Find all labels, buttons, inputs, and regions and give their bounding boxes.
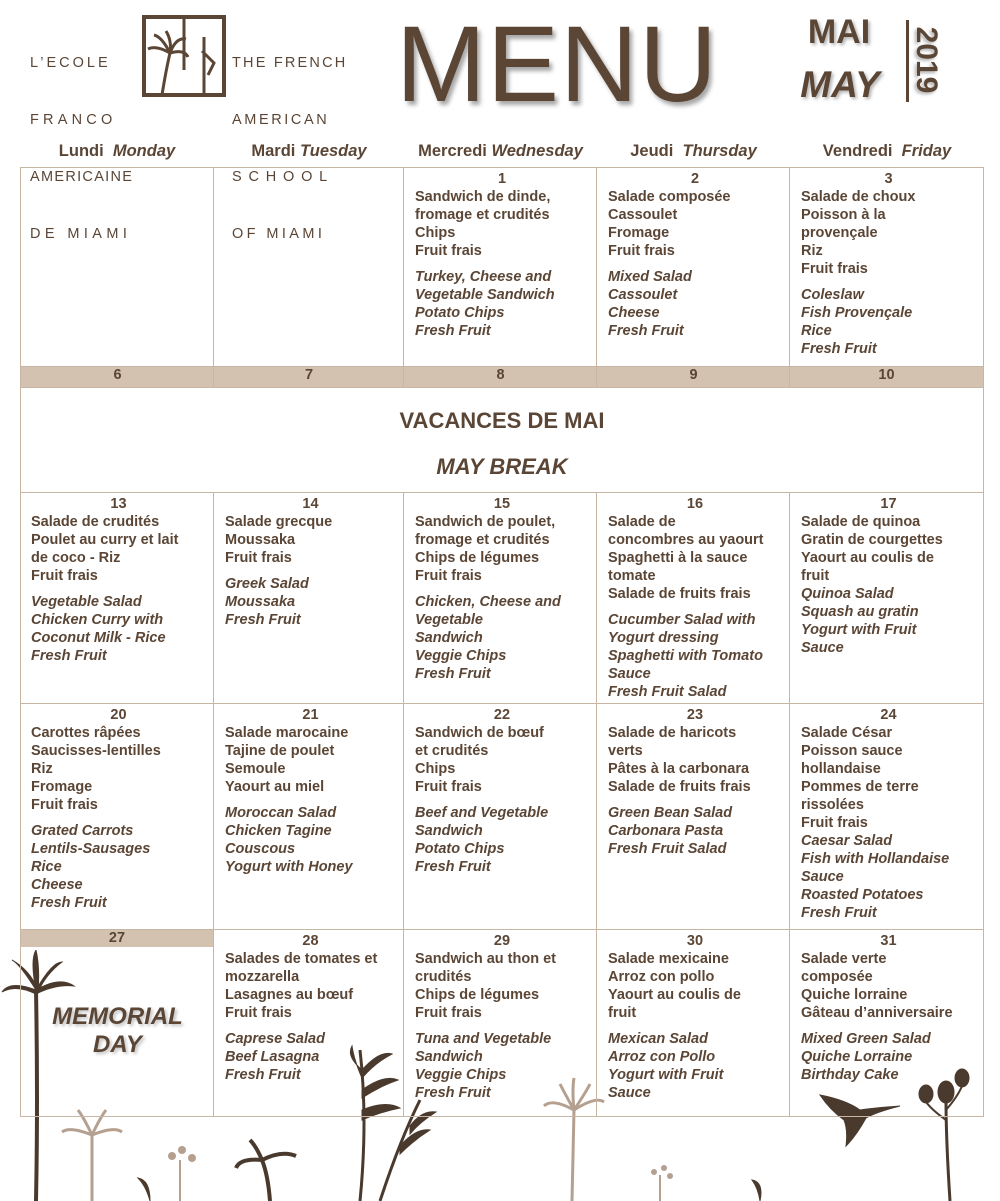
french-menu — [225, 724, 396, 796]
menu-item-fr: fruit — [608, 1005, 637, 1021]
menu-item-fr: Sandwich au thon et — [415, 951, 556, 967]
menu-item-fr: hollandaise — [801, 761, 881, 777]
menu-day-cell — [404, 493, 597, 703]
menu-item-en: Sandwich — [415, 630, 483, 646]
year-label: 2019 — [910, 26, 943, 94]
date-number: 9 — [689, 367, 698, 383]
menu-item-fr: concombres au yaourt — [608, 532, 764, 548]
column-divider — [213, 366, 214, 387]
date-number: 29 — [493, 933, 511, 949]
menu-item-en: Carbonara Pasta — [608, 823, 724, 839]
menu-item-fr: Fromage — [31, 779, 93, 795]
french-menu — [415, 950, 589, 1022]
menu-item-fr: Salade de quinoa — [801, 514, 921, 530]
menu-item-fr: provençale — [801, 225, 878, 241]
menu-item-fr: Pâtes à la carbonara — [608, 761, 750, 777]
memorial-line: MEMORIAL — [52, 1003, 183, 1030]
date-number: 23 — [686, 707, 704, 723]
menu-item-en: Moroccan Salad — [225, 805, 337, 821]
column-divider — [596, 366, 597, 387]
menu-item-en: Fresh Fruit — [31, 648, 107, 664]
menu-item-en: Mixed Green Salad — [801, 1031, 931, 1047]
french-menu — [608, 724, 782, 796]
menu-item-fr: Riz — [801, 243, 823, 259]
french-menu — [608, 950, 782, 1022]
menu-item-fr: Salade de fruits frais — [608, 586, 751, 602]
menu-item-fr: Salade César — [801, 725, 893, 741]
date-number: 13 — [110, 496, 127, 512]
french-menu — [801, 950, 976, 1022]
menu-item-en: Mixed Salad — [608, 269, 692, 285]
menu-item-fr: Arroz con pollo — [608, 969, 715, 985]
english-menu — [31, 822, 206, 912]
english-menu — [415, 593, 589, 683]
menu-day-cell — [404, 930, 597, 1117]
menu-item-en: Chicken Tagine — [225, 823, 332, 839]
menu-item-en: Sauce — [608, 1085, 651, 1101]
menu-item-en: Birthday Cake — [801, 1067, 899, 1083]
menu-item-en: Couscous — [225, 841, 296, 857]
menu-item-fr: Salade composée — [608, 189, 731, 205]
french-menu — [801, 513, 976, 585]
english-menu — [225, 804, 396, 876]
english-menu — [608, 268, 782, 340]
menu-item-en: Vegetable Sandwich — [415, 287, 555, 303]
menu-item-en: Quinoa Salad — [801, 586, 894, 602]
menu-item-fr: Salade mexicaine — [608, 951, 729, 967]
menu-item-fr: Poisson à la — [801, 207, 886, 223]
menu-item-en: Sandwich — [415, 823, 483, 839]
menu-item-en: Green Bean Salad — [608, 805, 733, 821]
menu-item-en: Sauce — [801, 869, 844, 885]
weekday-header-thursday — [597, 142, 790, 164]
menu-item-fr: Gratin de courgettes — [801, 532, 943, 548]
menu-item-fr: Tajine de poulet — [225, 743, 335, 759]
menu-item-en: Spaghetti with Tomato — [608, 648, 763, 664]
menu-day-cell — [597, 168, 790, 366]
menu-item-fr: Salade de crudités — [31, 514, 160, 530]
school-fr-line: L’ECOLE — [30, 55, 111, 71]
menu-item-en: Greek Salad — [225, 576, 309, 592]
english-menu — [801, 585, 976, 657]
weekday-en: Friday — [901, 142, 952, 160]
menu-item-en: Fish with Hollandaise — [801, 851, 950, 867]
menu-item-en: Moussaka — [225, 594, 296, 610]
weekday-fr: Mercredi — [418, 142, 487, 160]
english-menu — [608, 1030, 782, 1102]
weekday-en: Thursday — [682, 142, 757, 160]
menu-item-fr: crudités — [415, 969, 472, 985]
menu-item-fr: fromage et crudités — [415, 532, 550, 548]
french-menu — [608, 513, 782, 603]
date-number: 30 — [686, 933, 704, 949]
menu-day-cell — [597, 930, 790, 1117]
date-number: 24 — [880, 707, 897, 723]
menu-item-en: Grated Carrots — [31, 823, 134, 839]
menu-item-fr: Fruit frais — [31, 797, 98, 813]
english-menu — [801, 286, 976, 358]
month-english: MAY — [800, 64, 880, 105]
menu-item-en: Potato Chips — [415, 841, 505, 857]
menu-item-en: Rice — [31, 859, 62, 875]
menu-item-fr: Salade de fruits frais — [608, 779, 751, 795]
english-menu — [225, 1030, 396, 1084]
menu-item-en: Caprese Salad — [225, 1031, 325, 1047]
menu-item-fr: Fruit frais — [608, 243, 675, 259]
french-menu — [415, 724, 589, 796]
menu-item-en: Cucumber Salad with — [608, 612, 756, 628]
menu-day-cell — [214, 930, 404, 1117]
menu-item-fr: Salade de — [608, 514, 676, 530]
menu-item-en: Vegetable — [415, 612, 483, 628]
break-week-date-bar — [21, 366, 983, 387]
school-fr-line: AMERICAINE — [30, 169, 134, 185]
english-menu — [801, 832, 976, 922]
menu-item-fr: Salade marocaine — [225, 725, 349, 741]
date-number: 15 — [493, 496, 511, 512]
menu-item-en: Rice — [801, 323, 832, 339]
english-menu — [415, 268, 589, 340]
menu-item-fr: Fruit frais — [415, 243, 482, 259]
menu-item-fr: Fruit frais — [415, 779, 482, 795]
menu-item-en: Fresh Fruit — [415, 1085, 491, 1101]
menu-item-fr: Chips de légumes — [415, 987, 540, 1003]
break-title-english: MAY BREAK — [436, 454, 568, 479]
menu-item-en: Fresh Fruit — [415, 666, 491, 682]
menu-item-en: Yogurt with Fruit — [608, 1067, 724, 1083]
menu-item-en: Fresh Fruit — [31, 895, 107, 911]
menu-item-fr: verts — [608, 743, 643, 759]
menu-item-fr: Carottes râpées — [31, 725, 141, 741]
menu-item-en: Turkey, Cheese and — [415, 269, 552, 285]
menu-item-en: Fish Provençale — [801, 305, 913, 321]
menu-item-fr: Sandwich de bœuf — [415, 725, 544, 741]
menu-item-en: Lentils-Sausages — [31, 841, 151, 857]
menu-item-en: Chicken Curry with — [31, 612, 164, 628]
menu-item-en: Fresh Fruit — [608, 323, 684, 339]
english-menu — [801, 1030, 976, 1084]
menu-day-cell — [214, 493, 404, 703]
weekday-en: Tuesday — [299, 142, 367, 160]
weekday-en: Wednesday — [491, 142, 583, 160]
menu-item-en: Fresh Fruit — [415, 323, 491, 339]
menu-item-fr: Poisson sauce — [801, 743, 903, 759]
french-menu — [415, 188, 589, 260]
menu-item-fr: Sandwich de dinde, — [415, 189, 551, 205]
menu-item-en: Fresh Fruit — [801, 905, 877, 921]
menu-item-en: Fresh Fruit — [801, 341, 877, 357]
menu-item-en: Chicken, Cheese and — [415, 594, 561, 610]
menu-item-en: Arroz con Pollo — [608, 1049, 716, 1065]
menu-item-fr: Fruit frais — [415, 568, 482, 584]
menu-item-en: Cassoulet — [608, 287, 678, 303]
school-en-line: THE FRENCH — [232, 55, 348, 71]
date-number: 22 — [493, 707, 511, 723]
menu-day-cell — [214, 704, 404, 929]
date-number: 3 — [884, 171, 893, 187]
date-number: 7 — [304, 367, 314, 383]
weekday-fr: Mardi — [251, 142, 296, 160]
menu-item-en: Tuna and Vegetable — [415, 1031, 552, 1047]
menu-item-fr: Yaourt au coulis de — [608, 987, 741, 1003]
english-menu — [415, 1030, 589, 1102]
menu-item-en: Squash au gratin — [801, 604, 919, 620]
menu-item-en: Fresh Fruit Salad — [608, 684, 727, 700]
french-menu — [225, 513, 396, 567]
menu-item-fr: Quiche lorraine — [801, 987, 908, 1003]
menu-item-fr: Fruit frais — [415, 1005, 482, 1021]
menu-item-fr: Sandwich de poulet, — [415, 514, 556, 530]
weekday-fr: Lundi — [58, 142, 104, 160]
menu-day-cell — [790, 168, 984, 366]
break-title-french: VACANCES DE MAI — [399, 408, 605, 433]
school-logo-icon — [142, 15, 226, 97]
menu-item-fr: Riz — [31, 761, 53, 777]
english-menu — [608, 611, 782, 701]
french-menu — [225, 950, 396, 1022]
menu-item-en: Beef and Vegetable — [415, 805, 549, 821]
menu-day-cell — [20, 704, 214, 929]
menu-item-fr: Yaourt au miel — [225, 779, 325, 795]
menu-item-fr: mozzarella — [225, 969, 300, 985]
date-number: 20 — [110, 707, 127, 723]
french-menu — [801, 724, 976, 832]
menu-item-en: Sandwich — [415, 1049, 483, 1065]
menu-day-cell — [597, 704, 790, 929]
date-number: 10 — [878, 367, 895, 383]
row-divider — [20, 366, 984, 367]
menu-item-fr: Fruit frais — [31, 568, 98, 584]
memorial-line: DAY — [93, 1031, 142, 1058]
memorial-day-label — [40, 1003, 195, 1059]
menu-item-fr: Fruit frais — [225, 550, 292, 566]
french-menu — [608, 188, 782, 260]
menu-item-en: Sauce — [801, 640, 844, 656]
french-menu — [801, 188, 976, 278]
date-number: 6 — [113, 367, 122, 383]
french-menu — [415, 513, 589, 585]
menu-day-cell — [404, 168, 597, 366]
school-fr-line: DE MIAMI — [30, 226, 132, 242]
menu-item-en: Veggie Chips — [415, 1067, 507, 1083]
menu-item-fr: Chips — [415, 761, 456, 777]
english-menu — [31, 593, 206, 665]
weekday-fr: Jeudi — [630, 142, 674, 160]
menu-item-fr: de coco - Riz — [31, 550, 121, 566]
menu-item-en: Cheese — [31, 877, 83, 893]
menu-item-fr: Saucisses-lentilles — [31, 743, 161, 759]
weekday-en: Monday — [112, 142, 176, 160]
menu-item-fr: rissolées — [801, 797, 864, 813]
english-menu — [415, 804, 589, 876]
menu-item-fr: Fromage — [608, 225, 670, 241]
menu-day-cell — [214, 168, 404, 366]
date-number: 28 — [302, 933, 319, 949]
menu-item-en: Beef Lasagna — [225, 1049, 320, 1065]
school-en-line: OF MIAMI — [232, 226, 326, 242]
date-number: 21 — [302, 707, 319, 723]
menu-item-en: Coconut Milk - Rice — [31, 630, 166, 646]
menu-day-cell — [404, 704, 597, 929]
column-divider — [789, 366, 790, 387]
weekday-header-friday — [790, 142, 984, 164]
menu-item-fr: Cassoulet — [608, 207, 678, 223]
menu-item-fr: Salade grecque — [225, 514, 333, 530]
menu-item-fr: Spaghetti à la sauce — [608, 550, 748, 566]
menu-item-fr: Salade de choux — [801, 189, 916, 205]
menu-item-en: Quiche Lorraine — [801, 1049, 913, 1065]
french-menu — [31, 724, 206, 814]
menu-item-en: Yogurt dressing — [608, 630, 719, 646]
school-en-line: AMERICAN — [232, 112, 330, 128]
menu-item-fr: Poulet au curry et lait — [31, 532, 179, 548]
menu-item-fr: Fruit frais — [801, 815, 868, 831]
french-menu — [31, 513, 206, 585]
date-number: 8 — [496, 367, 505, 383]
menu-item-en: Sauce — [608, 666, 651, 682]
weekday-fr: Vendredi — [822, 142, 893, 160]
menu-item-en: Yogurt with Honey — [225, 859, 353, 875]
menu-item-fr: fruit — [801, 568, 830, 584]
menu-item-en: Yogurt with Fruit — [801, 622, 917, 638]
weekday-header-wednesday — [404, 142, 597, 164]
page-title: MENU — [396, 3, 718, 124]
date-number: 31 — [880, 933, 897, 949]
menu-item-en: Coleslaw — [801, 287, 864, 303]
english-menu — [225, 575, 396, 629]
menu-item-fr: Semoule — [225, 761, 286, 777]
menu-item-fr: Chips de légumes — [415, 550, 540, 566]
menu-item-en: Fresh Fruit — [225, 612, 301, 628]
date-number: 14 — [302, 496, 319, 512]
menu-day-cell — [790, 493, 984, 703]
menu-item-fr: Yaourt au coulis de — [801, 550, 934, 566]
menu-day-cell — [790, 704, 984, 929]
row-divider — [20, 387, 984, 388]
menu-item-fr: Moussaka — [225, 532, 296, 548]
menu-item-fr: tomate — [608, 568, 656, 584]
weekday-header-monday — [20, 142, 214, 164]
menu-day-cell — [20, 493, 214, 703]
month-french: MAI — [807, 13, 871, 51]
menu-item-fr: et crudités — [415, 743, 489, 759]
date-number: 27 — [108, 930, 126, 946]
menu-item-en: Fresh Fruit Salad — [608, 841, 727, 857]
year-block — [904, 20, 948, 102]
menu-item-fr: Gâteau d’anniversaire — [801, 1005, 953, 1021]
menu-item-en: Potato Chips — [415, 305, 505, 321]
menu-item-fr: Lasagnes au bœuf — [225, 987, 354, 1003]
menu-item-fr: Salade verte — [801, 951, 887, 967]
menu-item-en: Roasted Potatoes — [801, 887, 924, 903]
menu-item-fr: Salade de haricots — [608, 725, 737, 741]
menu-item-en: Mexican Salad — [608, 1031, 708, 1047]
menu-item-en: Fresh Fruit — [415, 859, 491, 875]
menu-item-en: Cheese — [608, 305, 660, 321]
column-divider — [403, 366, 404, 387]
english-menu — [608, 804, 782, 858]
menu-item-fr: Fruit frais — [225, 1005, 292, 1021]
menu-item-fr: Fruit frais — [801, 261, 868, 277]
menu-item-fr: Pommes de terre — [801, 779, 919, 795]
menu-item-en: Caesar Salad — [801, 833, 893, 849]
school-fr-line: FRANCO — [30, 112, 117, 128]
weekday-header-tuesday — [214, 142, 404, 164]
date-number: 2 — [690, 171, 700, 187]
menu-item-fr: fromage et crudités — [415, 207, 550, 223]
menu-item-fr: Salades de tomates et — [225, 951, 378, 967]
menu-item-fr: Chips — [415, 225, 456, 241]
menu-item-fr: composée — [801, 969, 873, 985]
school-en-line: SCHOOL — [232, 169, 335, 185]
date-number: 1 — [497, 171, 507, 187]
menu-day-cell — [790, 930, 984, 1117]
menu-day-cell — [597, 493, 790, 703]
date-number: 17 — [880, 496, 897, 512]
menu-day-cell — [20, 168, 214, 366]
menu-item-en: Fresh Fruit — [225, 1067, 301, 1083]
menu-item-en: Veggie Chips — [415, 648, 507, 664]
date-number: 16 — [686, 496, 704, 512]
menu-item-en: Vegetable Salad — [31, 594, 142, 610]
